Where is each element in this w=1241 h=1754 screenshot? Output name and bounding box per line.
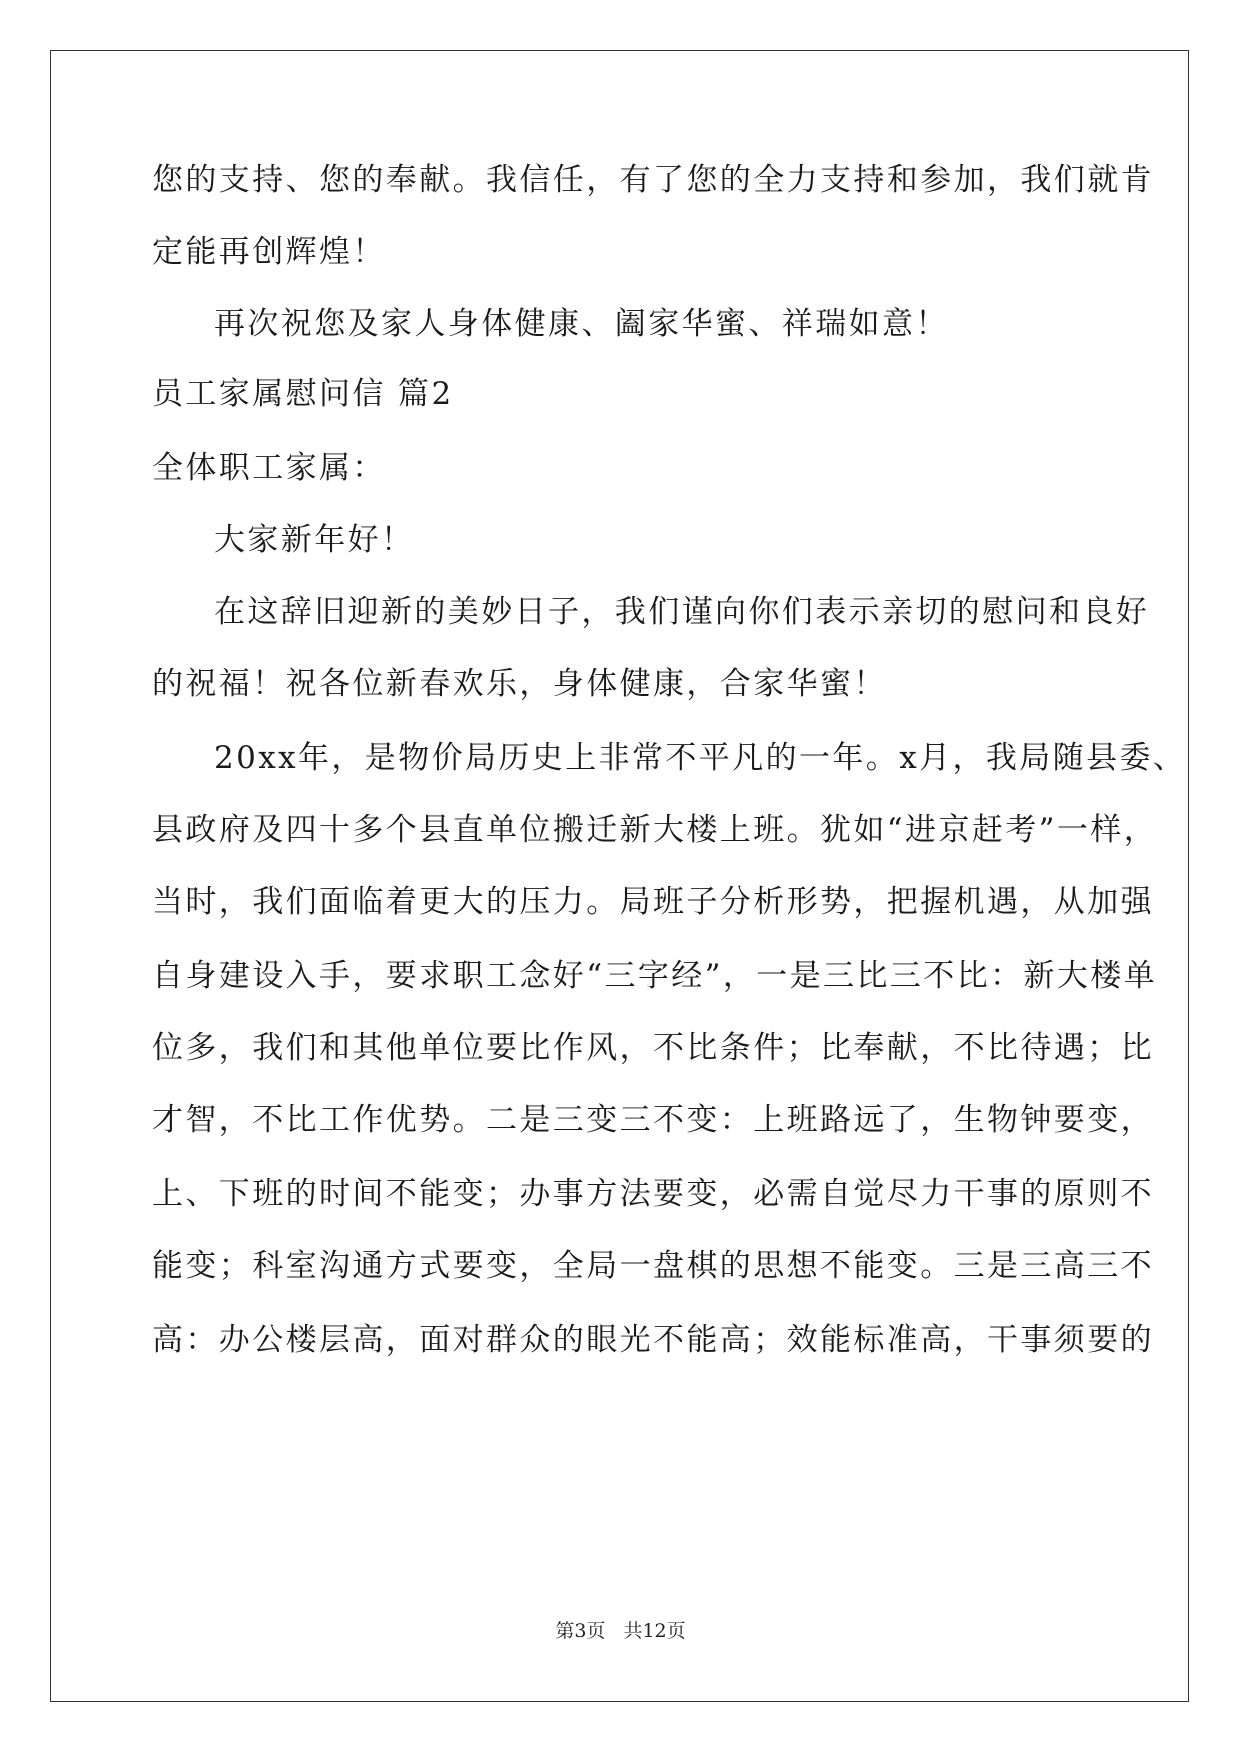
salutation: 全体职工家属：	[152, 450, 386, 486]
text-line: 上、下班的时间不能变；办事方法要变，必需自觉尽力干事的原则不	[152, 1176, 1154, 1212]
text-line: 能变；科室沟通方式要变，全局一盘棋的思想不能变。三是三高三不	[152, 1248, 1154, 1284]
text-line: 再次祝您及家人身体健康、阖家华蜜、祥瑞如意！	[214, 306, 949, 342]
page-number: 第3页	[555, 1620, 606, 1642]
text-line: 定能再创辉煌！	[152, 234, 386, 270]
page-frame	[50, 50, 1189, 1702]
text-line: 的祝福！祝各位新春欢乐，身体健康，合家华蜜！	[152, 666, 887, 702]
text-line: 在这辞旧迎新的美妙日子，我们谨向你们表示亲切的慰问和良好	[214, 594, 1150, 630]
text-line: 大家新年好！	[214, 522, 415, 558]
text-line: 位多，我们和其他单位要比作风，不比条件；比奉献，不比待遇；比	[152, 1030, 1154, 1066]
text-line: 才智，不比工作优势。二是三变三不变：上班路远了，生物钟要变，	[152, 1102, 1154, 1138]
text-line: 县政府及四十多个县直单位搬迁新大楼上班。犹如“进京赶考”一样，	[152, 812, 1158, 848]
page-footer	[0, 1616, 1241, 1643]
page-total: 共12页	[623, 1620, 686, 1642]
text-line: 高：办公楼层高，面对群众的眼光不能高；效能标准高，干事须要的	[152, 1322, 1154, 1358]
text-line: 您的支持、您的奉献。我信任，有了您的全力支持和参加，我们就肯	[152, 162, 1154, 198]
text-line: 20xx年，是物价局历史上非常不平凡的一年。x月，我局随县委、	[214, 740, 1187, 776]
text-line: 自身建设入手，要求职工念好“三字经”，一是三比三不比：新大楼单	[152, 958, 1158, 994]
text-line: 当时，我们面临着更大的压力。局班子分析形势，把握机遇，从加强	[152, 884, 1154, 920]
section-heading: 员工家属慰问信 篇2	[152, 376, 454, 412]
